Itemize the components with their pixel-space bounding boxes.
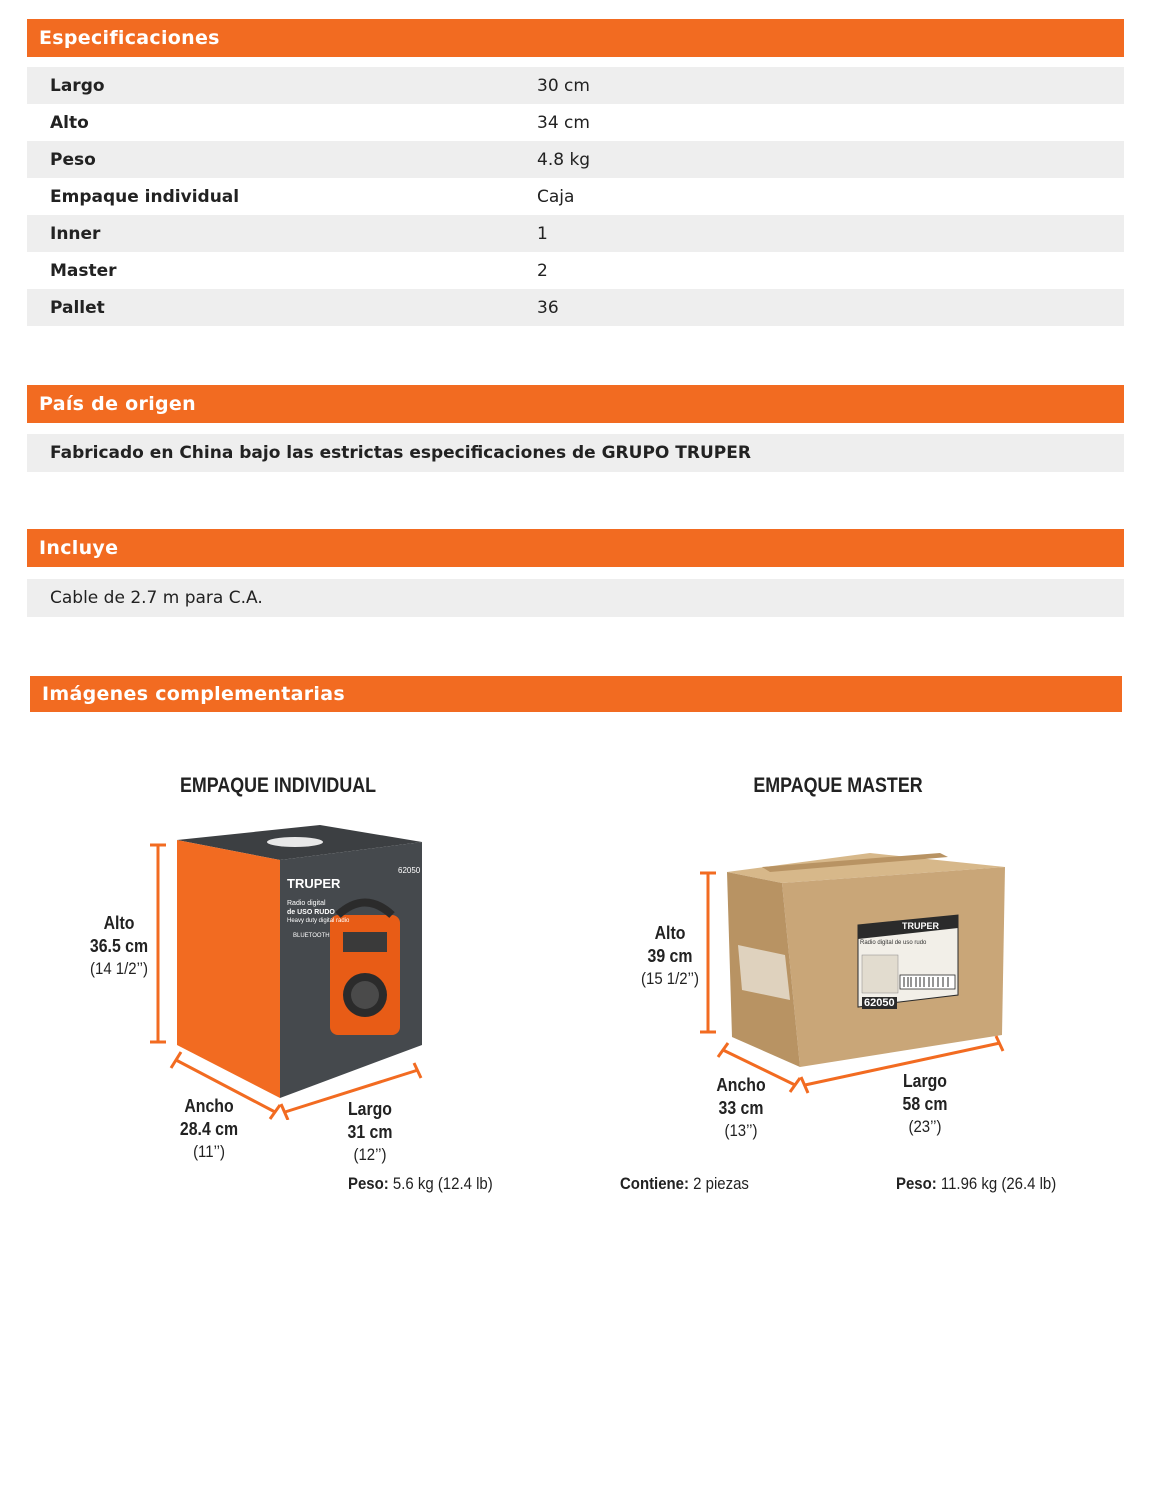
table-row [27,67,1124,104]
table-row [27,215,1124,252]
master-label-text: Radio digital de uso rudo [860,940,927,946]
table-row [27,104,1124,141]
individual-box-text-3: Heavy duty digital radio [287,918,350,924]
master-weight: Peso: 11.96 kg (26.4 lb) [896,1174,1057,1193]
individual-title: EMPAQUE INDIVIDUAL [179,774,377,797]
individual-alto: Alto 36.5 cm (14 1/2’’) [89,913,149,978]
spec-label: Alto [50,112,89,133]
spec-value: 30 cm [537,75,590,96]
individual-box-text-2: de USO RUDO [287,909,335,916]
master-ancho: Ancho 33 cm (13’’) [716,1075,766,1140]
table-row [27,178,1124,215]
table-row [27,141,1124,178]
origin-text: Fabricado en China bajo las estrictas especificaciones de GRUPO TRUPER [27,434,1124,472]
master-largo: Largo 58 cm (23’’) [902,1071,948,1136]
individual-weight: Peso: 5.6 kg (12.4 lb) [348,1174,493,1193]
master-alto: Alto 39 cm (15 1/2’’) [641,923,699,988]
specs-table [27,67,1124,326]
includes-text: Cable de 2.7 m para C.A. [27,579,1124,617]
master-box-illustration [690,845,1020,1105]
individual-box-text-4: BLUETOOTH [293,933,330,939]
individual-box-code: 62050 [398,866,421,875]
individual-ancho: Ancho 28.4 cm (11’’) [179,1096,239,1161]
spec-label: Pallet [50,297,105,318]
images-header: Imágenes complementarias [30,676,1122,712]
spec-label: Largo [50,75,105,96]
master-label-code: 62050 [864,997,895,1009]
spec-label: Empaque individual [50,186,240,207]
spec-value: Caja [537,186,575,207]
spec-value: 2 [537,260,548,281]
master-contents: Contiene: 2 piezas [620,1174,749,1193]
master-title: EMPAQUE MASTER [753,774,923,797]
spec-value: 36 [537,297,559,318]
spec-label: Master [50,260,117,281]
individual-box-text-1: Radio digital [287,900,326,907]
individual-box-illustration [140,820,440,1120]
spec-value: 4.8 kg [537,149,591,170]
spec-label: Peso [50,149,96,170]
origin-header: País de origen [27,385,1124,423]
individual-box-brand: TRUPER [287,876,341,891]
spec-value: 1 [537,223,548,244]
spec-label: Inner [50,223,101,244]
individual-largo: Largo 31 cm (12’’) [347,1099,393,1164]
master-label-brand: TRUPER [902,921,940,931]
table-row [27,289,1124,326]
specs-header: Especificaciones [27,19,1124,57]
spec-value: 34 cm [537,112,590,133]
table-row [27,252,1124,289]
includes-header: Incluye [27,529,1124,567]
